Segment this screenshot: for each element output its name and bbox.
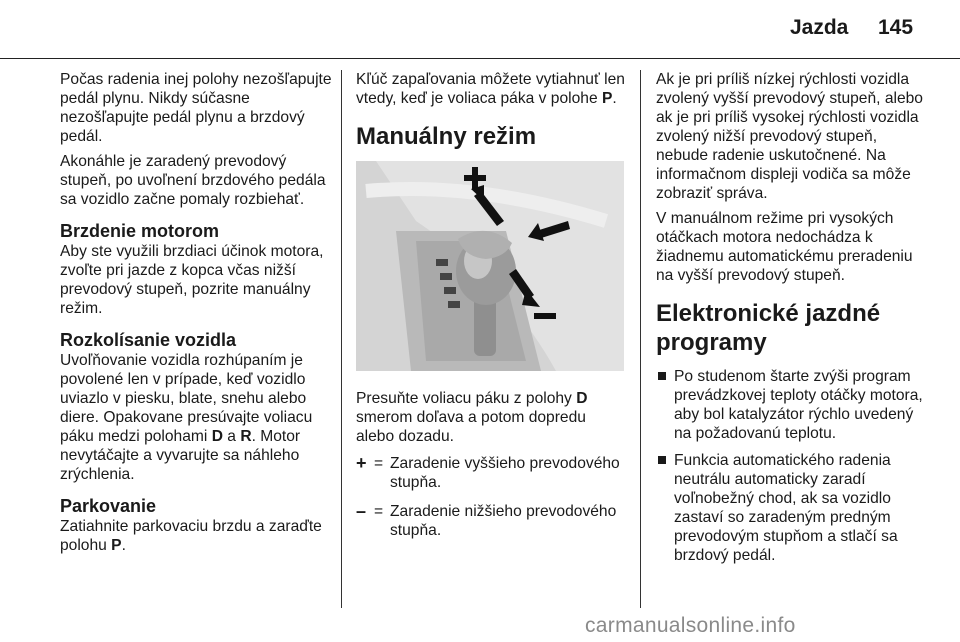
gear-position-r: R xyxy=(240,428,252,445)
paragraph: Aby ste využili brzdiaci účinok motora, zvoľte pri jazde z kopca včas nižší prevodový stupeň, pozrite manuálny režim. xyxy=(60,243,324,317)
heading-rozkolisanie: Rozkolísanie vozidla xyxy=(60,330,237,350)
text-run: Presuňte voliacu páku z polohy xyxy=(356,390,577,407)
text-run: smerom doľava a potom dopredu alebo dozadu. xyxy=(356,409,586,445)
column-1 xyxy=(60,70,332,561)
paragraph xyxy=(60,517,332,555)
paragraph xyxy=(356,70,626,108)
bullet-square-icon xyxy=(658,372,666,380)
bullet-square-icon xyxy=(658,456,666,464)
paragraph: Ak je pri príliš nízkej rýchlosti vozidla zvolený vyšší prevodový stupeň, alebo ak je pri príliš vysokej rýchlosti vozidla zvolený nižší prevodový stupeň, nebude radenie uskutočnené. Na informačnom displeji vodiča sa môže zobraziť správa. xyxy=(656,71,923,202)
gear-position-p: P xyxy=(111,537,122,554)
gear-position-d: D xyxy=(211,428,223,445)
page-header xyxy=(0,0,960,59)
equals-sign: = xyxy=(374,503,384,520)
heading-parkovanie: Parkovanie xyxy=(60,496,157,516)
plus-definition-text: Zaradenie vyššieho prevodového stupňa. xyxy=(390,455,620,491)
minus-definition xyxy=(356,502,626,540)
gear-position-d: D xyxy=(576,390,588,407)
list-item xyxy=(656,367,924,443)
text-run: . xyxy=(612,90,617,107)
text-run: . xyxy=(121,537,126,554)
heading-elektronicke-programy: Elektronické jazdné programy xyxy=(656,300,881,356)
watermark: carmanualsonline.info xyxy=(585,614,796,637)
heading-manualny-rezim: Manuálny režim xyxy=(356,123,537,150)
column-2 xyxy=(356,70,626,550)
text-run: Kľúč zapaľovania môžete vytiahnuť len vtedy, keď je voliaca páka v polohe xyxy=(356,71,625,107)
paragraph: Akonáhle je zaradený prevodový stupeň, po uvoľnení brzdového pedála sa vozidlo začne pomaly rozbiehať. xyxy=(60,153,326,208)
column-3 xyxy=(656,70,924,573)
gear-lever-illustration xyxy=(356,161,624,371)
text-run: a xyxy=(222,428,241,445)
gear-shifter-image xyxy=(356,161,624,371)
list-item-text: Po studenom štarte zvýši program prevádzkovej teploty otáčky motora, aby bol katalyzátor rýchlo uvedený na požadovanú teplotu. xyxy=(674,368,923,442)
equals-sign: = xyxy=(374,455,384,472)
text-run: Zatiahnite parkovaciu brzdu a zaraďte polohu xyxy=(60,518,322,554)
column-divider xyxy=(640,70,641,608)
paragraph xyxy=(356,389,626,446)
heading-brzdenie-motorom: Brzdenie motorom xyxy=(60,221,220,241)
text-run: . Motor nevytáčajte a vyvarujte sa náhleho zrýchlenia. xyxy=(60,428,301,483)
paragraph: Počas radenia inej polohy nezošľapujte pedál plynu. Nikdy súčasne nezošľapujte pedál plynu a brzdový pedál. xyxy=(60,71,332,145)
paragraph: V manuálnom režime pri vysokých otáčkach motora nedochádza k žiadnemu automatickému preradeniu na vyšší prevodový stupeň. xyxy=(656,210,913,284)
text-run: Uvoľňovanie vozidla rozhúpaním je povolené len v prípade, keď vozidlo uviazlo v piesku, blate, snehu alebo diere. Opakovane presúvajte voliacu páku medzi polohami xyxy=(60,352,313,445)
page-number: 145 xyxy=(878,16,914,39)
column-divider xyxy=(341,70,342,608)
gear-position-p: P xyxy=(601,90,613,107)
list-item-text: Funkcia automatického radenia neutrálu automaticky zaradí voľnobežný chod, ak sa vozidlo zastaví so zaradeným predným prevodovým stupňom a stlačí sa brzdový pedál. xyxy=(674,452,898,564)
section-title: Jazda xyxy=(790,16,849,39)
bullet-list xyxy=(656,367,924,565)
plus-definition xyxy=(356,454,626,492)
list-item xyxy=(656,451,924,565)
plus-icon: + xyxy=(356,453,367,473)
minus-icon: – xyxy=(356,501,367,521)
paragraph xyxy=(60,351,332,484)
minus-definition-text: Zaradenie nižšieho prevodového stupňa. xyxy=(390,503,617,539)
